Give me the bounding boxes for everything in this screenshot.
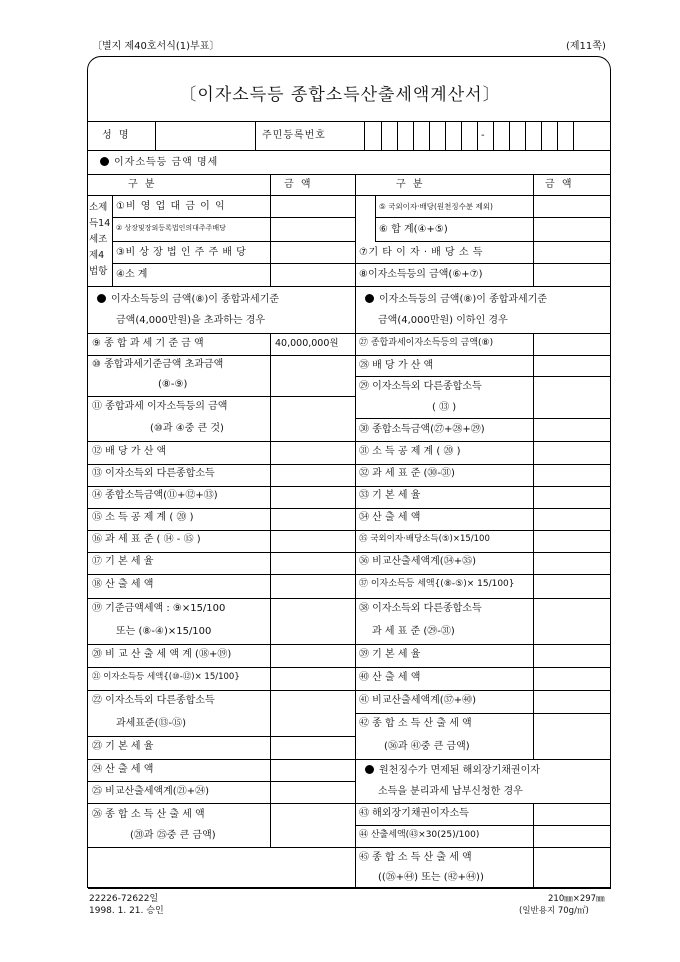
row-28: ㉘ 배 당 가 산 액: [359, 360, 434, 371]
row-45a: ㊺ 종 합 소 득 산 출 세 액: [359, 852, 472, 863]
section4-head-b: 소득을 분리과세 납부신청한 경우: [378, 786, 523, 797]
row-36: ㊱ 비교산출세액계(㉞+㉟): [359, 556, 476, 567]
row-13: ⑬ 이자소득외 다른종합소득: [92, 468, 215, 479]
row-22a: ㉒ 이자소득외 다른종합소득: [92, 695, 215, 706]
col-gubun-right: 구 분: [396, 179, 425, 190]
bullet-icon: [97, 294, 106, 303]
bullet-icon: [365, 765, 374, 774]
vlabel-3: 세조: [89, 234, 108, 245]
col-amount-right: 금 액: [545, 179, 574, 190]
approval-date: 1998. 1. 21. 승인: [89, 906, 164, 916]
row-15: ⑮ 소 득 공 제 계 ( ⑳ ): [92, 512, 194, 523]
row-31: ㉛ 소 득 공 제 계 ( ⑳ ): [359, 446, 461, 457]
row-14: ⑭ 종합소득금액(⑪+⑫+⑬): [92, 490, 218, 501]
section2-head-a: 이자소득등의 금액(⑧)이 종합과세기준: [97, 294, 279, 305]
row-26a: ㉖ 종 합 소 득 산 출 세 액: [92, 809, 205, 820]
section3-head-b: 금액(4,000만원) 이하인 경우: [378, 315, 508, 326]
row-32: ㉜ 과 세 표 준 (㉚-㉛): [359, 468, 455, 479]
row-23: ㉓ 기 본 세 율: [92, 741, 154, 752]
row-5: ⑤ 국외이자·배당(원천징수분 제외): [379, 202, 493, 211]
row-9-amount: 40,000,000원: [275, 338, 339, 349]
section3-head-a: 이자소득등의 금액(⑧)이 종합과세기준: [365, 294, 547, 305]
row-40: ㊵ 산 출 세 액: [359, 672, 421, 683]
approval-code: 22226-72622일: [89, 894, 159, 904]
row-29b: ( ⑬ ): [432, 402, 457, 413]
row-35: ㉟ 국외이자·배당소득(⑤)×15/100: [359, 534, 490, 544]
form-title: 〔이자소득등 종합소득산출세액계산서〕: [179, 85, 501, 105]
section1-title: 이자소득등 금액 명세: [100, 157, 218, 168]
row-27: ㉗ 종합과세이자소득등의 금액(⑧): [359, 338, 494, 348]
vlabel-1: 소제: [89, 202, 108, 213]
section2-head-b: 금액(4,000만원)을 초과하는 경우: [116, 315, 266, 326]
row-33: ㉝ 기 본 세 율: [359, 490, 421, 501]
row-44: ㊹ 산출세액(㊸×30(25)/100): [359, 830, 480, 840]
rrn-label: 주민등록번호: [262, 130, 326, 141]
page-number: (제11쪽): [566, 41, 606, 52]
row-18: ⑱ 산 출 세 액: [92, 579, 154, 590]
row-20: ⑳ 비 교 산 출 세 액 계 (⑱+⑲): [92, 649, 232, 660]
row-29a: ㉙ 이자소득외 다른종합소득: [359, 381, 482, 392]
col-amount-left: 금 액: [284, 179, 313, 190]
row-39: ㊴ 기 본 세 율: [359, 649, 421, 660]
name-label: 성 명: [102, 130, 131, 141]
row-7: ⑦기 타 이 자 · 배 당 소 득: [359, 247, 483, 258]
section4-head-a: 원천징수가 면제된 해외장기채권이자: [365, 765, 540, 776]
row-30: ㉚ 종합소득금액(㉗+㉘+㉙): [359, 424, 485, 435]
row-34: ㉞ 산 출 세 액: [359, 512, 421, 523]
row-3: ③비 상 장 법 인 주 주 배 당: [116, 247, 247, 258]
row-25: ㉕ 비교산출세액계(㉑+㉔): [92, 786, 209, 797]
row-10a: ⑩ 종합과세기준금액 초과금액: [92, 359, 224, 370]
row-1: ①비 영 업 대 금 이 익: [116, 201, 226, 212]
row-42b: (㊱과 ㊶중 큰 금액): [384, 741, 470, 752]
row-19a: ⑲ 기준금액세액 : ⑨×15/100: [92, 603, 226, 614]
paper-size: 210㎜×297㎜: [548, 894, 605, 904]
row-16: ⑯ 과 세 표 준 ( ⑭ - ⑮ ): [92, 534, 201, 545]
row-42a: ㊷ 종 합 소 득 산 출 세 액: [359, 718, 472, 729]
row-2: ② 상장및장외등록법인의대주주배당: [116, 224, 226, 232]
row-11a: ⑪ 종합과세 이자소득등의 금액: [92, 401, 228, 412]
vlabel-5: 법항: [89, 266, 108, 277]
vlabel-4: 제4: [89, 250, 105, 261]
row-24: ㉔ 산 출 세 액: [92, 764, 154, 775]
row-26b: (⑳과 ㉕중 큰 금액): [130, 830, 216, 841]
row-37: ㊲ 이자소득등 세액{(⑧-⑤)× 15/100}: [359, 579, 515, 589]
col-gubun-left: 구 분: [128, 179, 157, 190]
row-38a: ㊳ 이자소득외 다른종합소득: [359, 603, 482, 614]
row-22b: 과세표준(⑬-⑮): [116, 718, 187, 729]
row-12: ⑫ 배 당 가 산 액: [92, 446, 167, 457]
bullet-icon: [365, 294, 374, 303]
form-number: 〔별지 제40호서식(1)부표〕: [92, 41, 220, 52]
row-17: ⑰ 기 본 세 율: [92, 556, 154, 567]
row-43: ㊸ 해외장기채권이자소득: [359, 808, 469, 819]
row-21: ㉑ 이자소득등 세액{(⑩-⑫)× 15/100}: [92, 672, 240, 682]
rrn-dash: -: [481, 130, 485, 141]
row-10b: (⑧-⑨): [158, 379, 188, 390]
vlabel-2: 득14: [89, 218, 111, 229]
bullet-icon: [100, 157, 109, 166]
row-38b: 과 세 표 준 (㉙-㉛): [372, 626, 455, 637]
row-4: ④소 계: [116, 269, 148, 280]
row-41: ㊶ 비교산출세액계(㊲+㊵): [359, 695, 476, 706]
row-9: ⑨ 종 합 과 세 기 준 금 액: [92, 338, 204, 349]
row-11b: (⑩과 ④중 큰 것): [150, 423, 224, 434]
row-19b: 또는 (⑧-④)×15/100: [116, 626, 212, 637]
row-6: ⑥ 합 계(④+⑤): [379, 224, 448, 235]
paper-type: (일반용지 70g/㎡): [519, 906, 589, 916]
row-45b: ((㉖+㊹) 또는 (㊷+㊹)): [378, 872, 484, 883]
row-8: ⑧이자소득등의 금액(⑥+⑦): [359, 269, 483, 280]
